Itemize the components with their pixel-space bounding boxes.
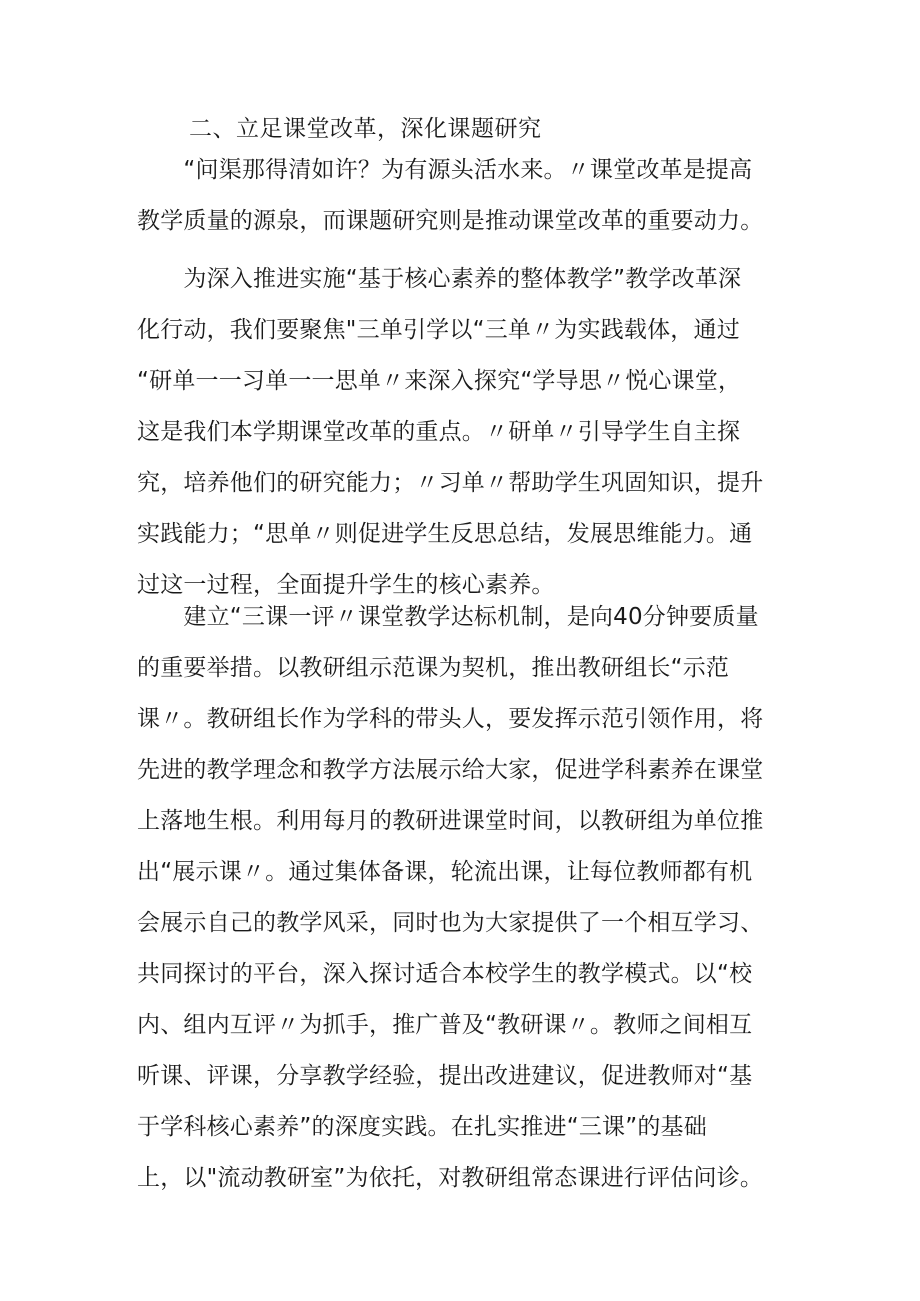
paragraph-line: 教学质量的源泉，而课题研究则是推动课堂改革的重要动力。	[137, 208, 764, 234]
paragraph-2	[137, 254, 777, 611]
paragraph-line: 内、组内互评〃为抓手，推广普及“教研课〃。教师之间相互	[137, 1012, 753, 1038]
paragraph-line: 这是我们本学期课堂改革的重点。〃研单〃引导学生自主探	[137, 419, 741, 445]
paragraph-line: 课〃。教研组长作为学科的带头人，要发挥示范引领作用，将	[137, 706, 764, 732]
paragraph-1	[137, 145, 777, 247]
paragraph-line: 化行动，我们要聚焦"三单引学以“三单〃为实践载体，通过	[137, 317, 740, 343]
paragraph-line: 于学科核心素养”的深度实践。在扎实推进“三课”的基础	[137, 1114, 707, 1140]
paragraph-line: 出“展示课〃。通过集体备课，轮流出课，让每位教师都有机	[137, 859, 753, 885]
paragraph-line: 听课、评课，分享教学经验，提出改进建议，促进教师对“基	[137, 1063, 753, 1089]
paragraph-line: 过这一过程，全面提升学生的核心素养。	[137, 572, 555, 598]
paragraph-line: 先进的教学理念和教学方法展示给大家，促进学科素养在课堂	[137, 757, 764, 783]
paragraph-line: 究，培养他们的研究能力；〃习单〃帮助学生巩固知识，提升	[137, 470, 764, 496]
paragraph-line: “问渠那得清如许？为有源头活水来。〃课堂改革是提高	[137, 157, 753, 183]
paragraph-line: 的重要举措。以教研组示范课为契机，推出教研组长“示范	[137, 655, 730, 681]
section-heading: 二、立足课堂改革，深化课题研究	[189, 116, 542, 142]
paragraph-line: 实践能力；“思单〃则促进学生反思总结，发展思维能力。通	[137, 521, 753, 547]
paragraph-line: 会展示自己的教学风采，同时也为大家提供了一个相互学习、	[137, 910, 764, 936]
paragraph-line: 共同探讨的平台，深入探讨适合本校学生的教学模式。以“校	[137, 961, 753, 987]
paragraph-line: “研单一一习单一一思单〃来深入探究“学导思〃悦心课堂，	[137, 368, 742, 394]
paragraph-line: 上落地生根。利用每月的教研进课堂时间，以教研组为单位推	[137, 808, 764, 834]
paragraph-line: 为深入推进实施“基于核心素养的整体教学”教学改革深	[137, 266, 742, 292]
paragraph-3	[137, 592, 777, 1204]
paragraph-line: 上，以"流动教研室”为依托，对教研组常态课进行评估问诊。	[137, 1165, 764, 1191]
paragraph-line: 建立“三课一评〃课堂教学达标机制，是向40分钟要质量	[137, 604, 759, 630]
